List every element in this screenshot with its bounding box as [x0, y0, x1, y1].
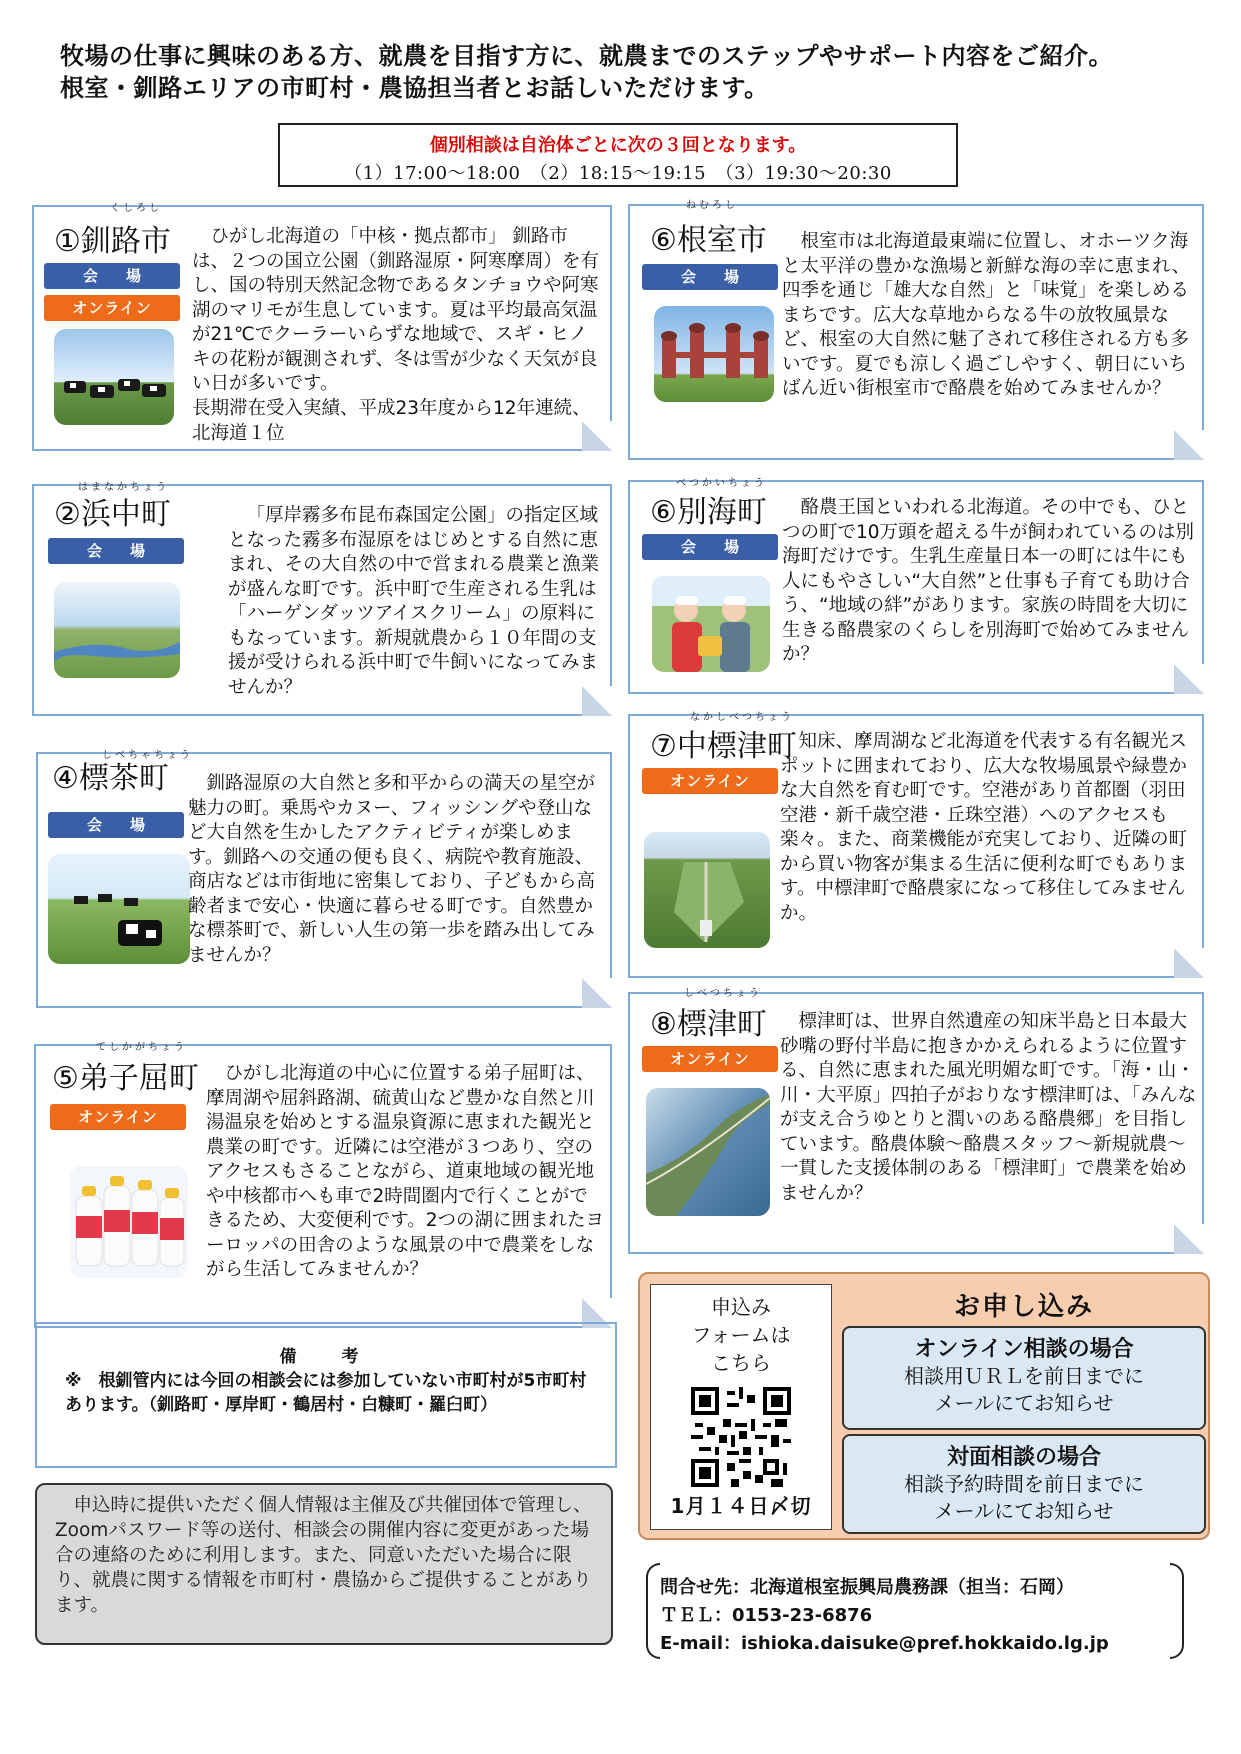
- form-label-2: フォームは: [691, 1323, 791, 1347]
- schedule-note: 個別相談は自治体ごとに次の３回となります。: [429, 135, 807, 156]
- card-kushiro: [32, 205, 612, 451]
- card-shibecha: [36, 752, 612, 1008]
- contact-box: [646, 1563, 1184, 1659]
- photo-ranch-aerial: [644, 832, 770, 948]
- qr-code-icon[interactable]: [691, 1387, 791, 1487]
- schedule-times: （1）17:00～18:00 （2）18:15～19:15 （3）19:30～20:30: [344, 163, 892, 184]
- card-betsukai: [628, 480, 1204, 694]
- contact-tel[interactable]: ＴＥＬ：0153-23-6876: [660, 1605, 873, 1626]
- page-header: [60, 40, 1200, 104]
- ruby-hamanaka: はまなかちょう: [78, 482, 169, 493]
- apply-title: お申し込み: [953, 1292, 1094, 1322]
- badge-online: オンライン: [642, 768, 778, 794]
- card-teshikaga: [34, 1044, 612, 1328]
- inperson-consult-line-2: メールにてお知らせ: [934, 1499, 1114, 1523]
- online-consult-line-2: メールにてお知らせ: [934, 1391, 1114, 1415]
- title-teshikaga: ⑤弟子屈町: [52, 1061, 199, 1096]
- badge-venue: 会場: [48, 538, 184, 564]
- ruby-teshikaga: てしかがちょう: [96, 1042, 187, 1053]
- title-nemuro: ⑥根室市: [650, 223, 767, 258]
- photo-farmers: [652, 576, 770, 672]
- inperson-consult-title: 対面相談の場合: [946, 1445, 1101, 1470]
- body-betsukai: 酪農王国といわれる北海道。その中でも、ひとつの町で10万頭を超える牛が飼われているのは別海町だけです。生乳生産量日本一の町には牛にも人にもやさしい“大自然”と仕事も子育ても助け合う、“地域の絆”があります。家族の時間を大切に生きる酪農家のくらしを別海町で始めてみませんか？: [782, 497, 1195, 665]
- card-nemuro: [628, 200, 1204, 460]
- body-shibetsu: 標津町は、世界自然遺産の知床半島と日本最大砂嘴の野付半島に抱きかかえられるように位置する、自然に恵まれた風光明媚な町です。「海・山・川・大平原」四拍子がおりなす標津町は、「みんなが支え合うゆとりと潤いのある酪農郷」を目指しています。酪農体験～酪農スタッフ～新規就農～一貫した支援体制のある「標津町」で農業を始めませんか？: [780, 1011, 1197, 1204]
- body-shibecha: 釧路湿原の大自然と多和平からの満天の星空が魅力の町。乗馬やカヌー、フィッシングや登山など大自然を生かしたアクティビティが楽しめます。釧路への交通の便も良く、病院や教育施設、商店などは市街地に密集しており、子どもから高齢者まで安心・快適に暮らせる町です。自然豊かな標茶町で、新しい人生の第一歩を踏み出してみませんか？: [188, 773, 596, 966]
- ruby-shibetsu: しべつちょう: [684, 988, 762, 999]
- inperson-consult-line-1: 相談予約時間を前日までに: [904, 1472, 1144, 1496]
- badge-online: オンライン: [642, 1046, 778, 1072]
- badge-online: オンライン: [50, 1104, 186, 1130]
- ruby-betsukai: べつかいちょう: [676, 478, 767, 489]
- title-shibetsu: ⑧標津町: [650, 1007, 767, 1042]
- title-betsukai: ⑥別海町: [650, 495, 767, 530]
- photo-silos: [654, 306, 774, 402]
- body-nakashibetsu: 知床、摩周湖など北海道を代表する有名観光スポットに囲まれており、広大な牧場風景や緑豊かな大自然を育む町です。空港があり首都圏（羽田空港・新千歳空港・丘珠空港）へのアクセスも楽々。また、商業機能が充実しており、近隣の町から買い物客が集まる生活に便利な町でもあります。中標津町で酪農家になって移住してみませんか。: [780, 731, 1188, 924]
- header-line-1: 牧場の仕事に興味のある方、就農を目指す方に、就農までのステップやサポート内容をご紹介。: [60, 42, 1114, 70]
- photo-peninsula-aerial: [646, 1088, 770, 1216]
- online-consult-title: オンライン相談の場合: [914, 1337, 1134, 1362]
- header-line-2: 根室・釧路エリアの市町村・農協担当者とお話しいただけます。: [60, 74, 769, 102]
- deadline: 1月１４日〆切: [670, 1494, 812, 1518]
- form-label-1: 申込み: [711, 1295, 771, 1319]
- form-label-3: こちら: [711, 1351, 771, 1375]
- privacy-text: 申込時に提供いただく個人情報は主催及び共催団体で管理し、Zoomパスワード等の送付、相談会の開催内容に変更があった場合の連絡のために利用します。また、同意いただいた場合に限り、就農に関する情報を市町村・農協からご提供することがあります。: [55, 1495, 592, 1616]
- body-nemuro: 根室市は北海道最東端に位置し、オホーツク海と太平洋の豊かな漁場と新鮮な海の幸に恵まれ、四季を通じ「雄大な自然」と「味覚」を楽しめるまちです。広大な草地からなる牛の放牧風景など、根室の大自然に魅了されて移住される方も多いです。夏でも涼しく過ごしやすく、朝日にいちばん近い街根室市で酪農を始めてみませんか？: [782, 231, 1191, 399]
- contact-office: 問合せ先：北海道根室振興局農務課（担当：石岡）: [660, 1577, 1074, 1598]
- title-shibecha: ④標茶町: [52, 761, 169, 796]
- body-kushiro-2: 長期滞在受入実績、平成23年度から12年連続、北海道１位: [192, 398, 591, 444]
- photo-wetland: [54, 582, 180, 678]
- body-kushiro: ひがし北海道の「中核・拠点都市」 釧路市は、２つの国立公園（釧路湿原・阿寒摩周）を有し、国の特別天然記念物であるタンチョウや阿寒湖のマリモが生息しています。夏は平均最高気温が21℃でクーラーいらずな地域で、スギ・ヒノキの花粉が観測されず、冬は雪が少なく天気が良い日が多いです。: [192, 226, 600, 394]
- schedule-box: [278, 123, 958, 187]
- card-hamanaka: [32, 484, 612, 716]
- ruby-nakashibetsu: なかしべつちょう: [690, 712, 794, 723]
- qr-form-box: [650, 1284, 832, 1530]
- title-kushiro: ①釧路市: [54, 224, 171, 259]
- ruby-kushiro: くしろし: [110, 203, 162, 214]
- inperson-consult-box: [842, 1434, 1206, 1534]
- online-consult-box: [842, 1326, 1206, 1430]
- photo-cows-pasture: [54, 329, 174, 425]
- body-teshikaga: ひがし北海道の中心に位置する弟子屈町は、摩周湖や屈斜路湖、硫黄山など豊かな自然と川湯温泉を始めとする温泉資源に恵まれた観光と農業の町です。近隣には空港が３つあり、空のアクセスもさることながら、道東地域の観光地や中核都市へも車で2時間圏内で行くことができるため、大変便利です。2つの湖に囲まれたヨーロッパの田舎のような風景の中で農業をしながら生活してみませんか？: [206, 1063, 605, 1280]
- title-hamanaka: ②浜中町: [54, 497, 171, 532]
- photo-cows-field: [48, 854, 190, 964]
- badge-venue: 会場: [48, 812, 184, 838]
- title-nakashibetsu: ⑦中標津町: [650, 729, 797, 764]
- badge-venue: 会場: [44, 263, 180, 289]
- remarks-title: 備 考: [279, 1347, 373, 1367]
- badge-venue: 会場: [642, 264, 778, 290]
- badge-venue: 会場: [642, 534, 778, 560]
- contact-email[interactable]: E-mail：ishioka.daisuke@pref.hokkaido.lg.jp: [660, 1633, 1109, 1654]
- application-box: [638, 1272, 1210, 1540]
- ruby-nemuro: ねむろし: [686, 200, 738, 211]
- photo-milk-bottles: [70, 1166, 188, 1278]
- remarks-text: ※ 根釧管内には今回の相談会には参加していない市町村が5市町村あります。（釧路町・厚岸町・鶴居村・白糠町・羅臼町）: [65, 1371, 587, 1415]
- body-hamanaka: 「厚岸霧多布昆布森国定公園」の指定区域となった霧多布湿原をはじめとする自然に恵まれ、その大自然の中で営まれる農業と漁業が盛んな町です。浜中町で生産される生乳は「ハーゲンダッツアイスクリーム」の原料にもなっています。新規就農から１０年間の支援が受けられる浜中町で牛飼いになってみませんか？: [228, 505, 600, 698]
- remarks-box: [35, 1322, 617, 1468]
- card-nakashibetsu: [628, 714, 1204, 978]
- badge-online: オンライン: [44, 295, 180, 321]
- ruby-shibecha: しべちゃちょう: [102, 750, 193, 761]
- card-shibetsu: [628, 988, 1204, 1254]
- online-consult-line-1: 相談用ＵＲＬを前日までに: [904, 1364, 1144, 1388]
- privacy-notice: [35, 1483, 613, 1645]
